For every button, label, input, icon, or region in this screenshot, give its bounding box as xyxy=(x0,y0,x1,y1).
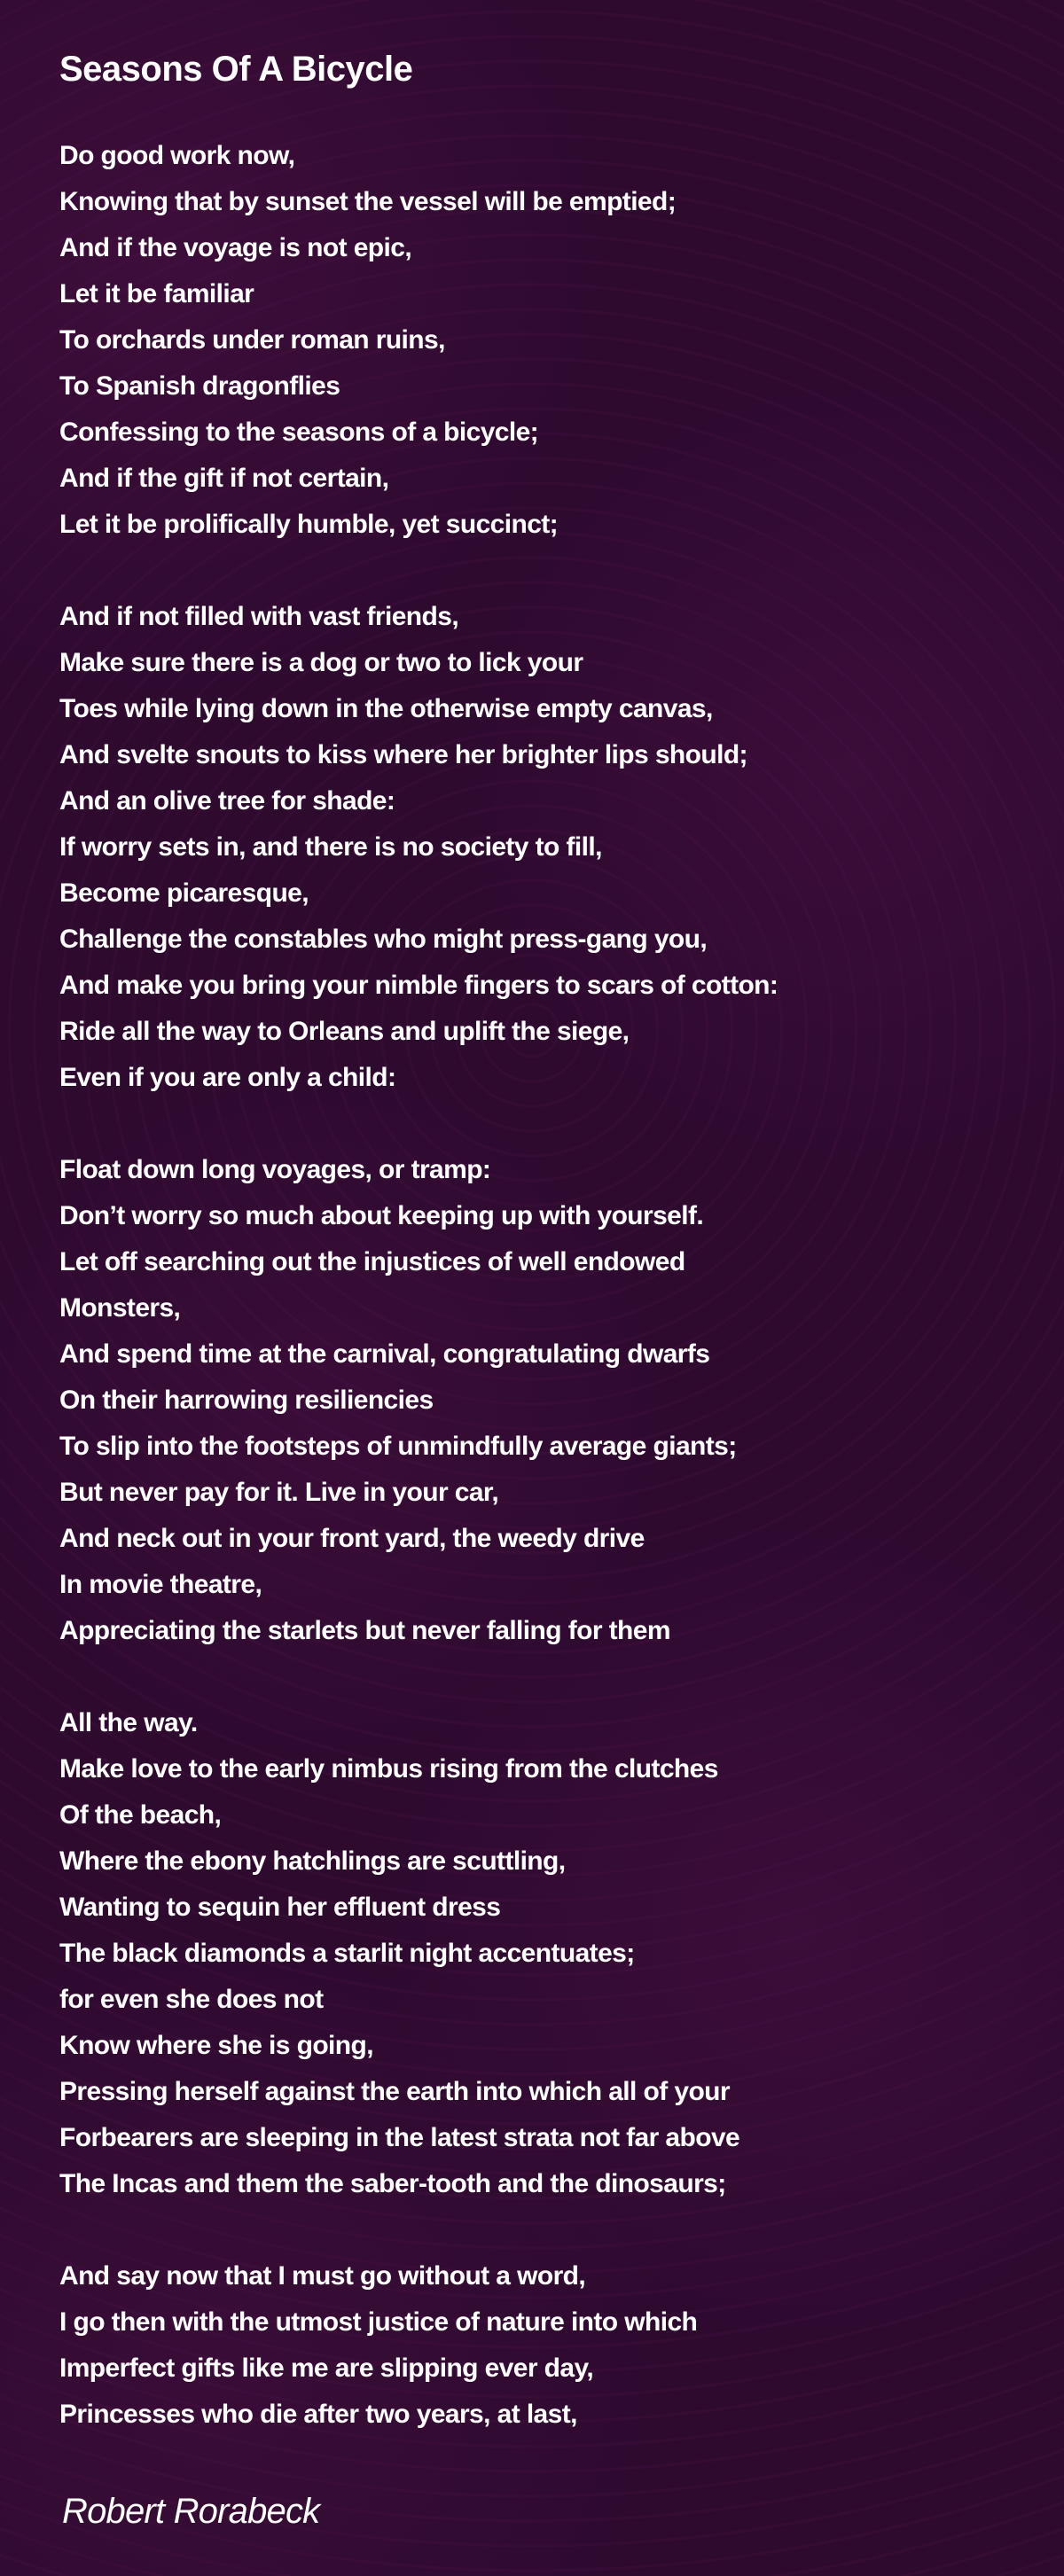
poem-line: And neck out in your front yard, the weedy drive xyxy=(59,1524,645,1553)
stanza-break xyxy=(59,2207,778,2253)
poem-line: Float down long voyages, or tramp: xyxy=(59,1155,491,1184)
poem-line: And if the gift if not certain, xyxy=(59,464,389,493)
poem-line: To slip into the footsteps of unmindfully average giants; xyxy=(59,1432,737,1461)
poem-line: Become picaresque, xyxy=(59,878,309,908)
poem-line: Knowing that by sunset the vessel will be emptied; xyxy=(59,187,677,216)
poem-line: Princesses who die after two years, at last, xyxy=(59,2400,577,2429)
poem-line: Let it be familiar xyxy=(59,279,254,308)
poem-line: Monsters, xyxy=(59,1293,181,1323)
poem-line: Toes while lying down in the otherwise empty canvas, xyxy=(59,694,713,723)
poem-line: And an olive tree for shade: xyxy=(59,786,395,816)
poem-line: Let off searching out the injustices of well endowed xyxy=(59,1247,685,1276)
poem-line: Ride all the way to Orleans and uplift the siege, xyxy=(59,1017,630,1046)
poem-line: Confessing to the seasons of a bicycle; xyxy=(59,418,539,447)
poem-body xyxy=(59,133,778,2438)
poem-line: Where the ebony hatchlings are scuttling, xyxy=(59,1846,566,1876)
poem-line: I go then with the utmost justice of nature into which xyxy=(59,2307,698,2337)
poem-line: for even she does not xyxy=(59,1985,324,2014)
poem-line: If worry sets in, and there is no society to fill, xyxy=(59,832,602,862)
poem-line: Let it be prolifically humble, yet succinct; xyxy=(59,510,559,539)
poem-line: And if the voyage is not epic, xyxy=(59,233,412,262)
poem-line: The Incas and them the saber-tooth and the dinosaurs; xyxy=(59,2169,726,2198)
poem-line: Make love to the early nimbus rising from the clutches xyxy=(59,1754,718,1784)
poem-line: Forbearers are sleeping in the latest strata not far above xyxy=(59,2123,740,2152)
poem-line: And make you bring your nimble fingers to scars of cotton: xyxy=(59,971,778,1000)
poem-line: All the way. xyxy=(59,1708,198,1737)
poem-line: To Spanish dragonflies xyxy=(59,371,340,401)
poem-line: Even if you are only a child: xyxy=(59,1063,396,1092)
stanza-break xyxy=(59,548,778,594)
poem-title: Seasons Of A Bicycle xyxy=(59,50,413,89)
poem-line: Wanting to sequin her effluent dress xyxy=(59,1893,501,1922)
poem-line: But never pay for it. Live in your car, xyxy=(59,1478,499,1507)
poem-author: Robert Rorabeck xyxy=(62,2492,320,2531)
poem-line: Make sure there is a dog or two to lick your xyxy=(59,648,583,677)
poem-line: Don’t worry so much about keeping up with yourself. xyxy=(59,1201,704,1230)
poem-line: Know where she is going, xyxy=(59,2031,373,2060)
poem-line: The black diamonds a starlit night accentuates; xyxy=(59,1939,635,1968)
poem-line: To orchards under roman ruins, xyxy=(59,325,445,355)
poem-line: Of the beach, xyxy=(59,1800,222,1830)
poem-line: And svelte snouts to kiss where her brighter lips should; xyxy=(59,740,747,769)
poem-line: In movie theatre, xyxy=(59,1570,262,1599)
poem-line: On their harrowing resiliencies xyxy=(59,1386,434,1415)
poem-line: And if not filled with vast friends, xyxy=(59,602,459,631)
poem-line: Imperfect gifts like me are slipping ever day, xyxy=(59,2354,594,2383)
poem-line: And spend time at the carnival, congratulating dwarfs xyxy=(59,1339,710,1369)
poem-line: Pressing herself against the earth into which all of your xyxy=(59,2077,730,2106)
poem-line: And say now that I must go without a word, xyxy=(59,2261,586,2291)
stanza-break xyxy=(59,1654,778,1700)
poem-line: Challenge the constables who might press-gang you, xyxy=(59,925,708,954)
poem-line: Appreciating the starlets but never falling for them xyxy=(59,1616,670,1645)
stanza-break xyxy=(59,1101,778,1147)
poem-line: Do good work now, xyxy=(59,141,295,170)
